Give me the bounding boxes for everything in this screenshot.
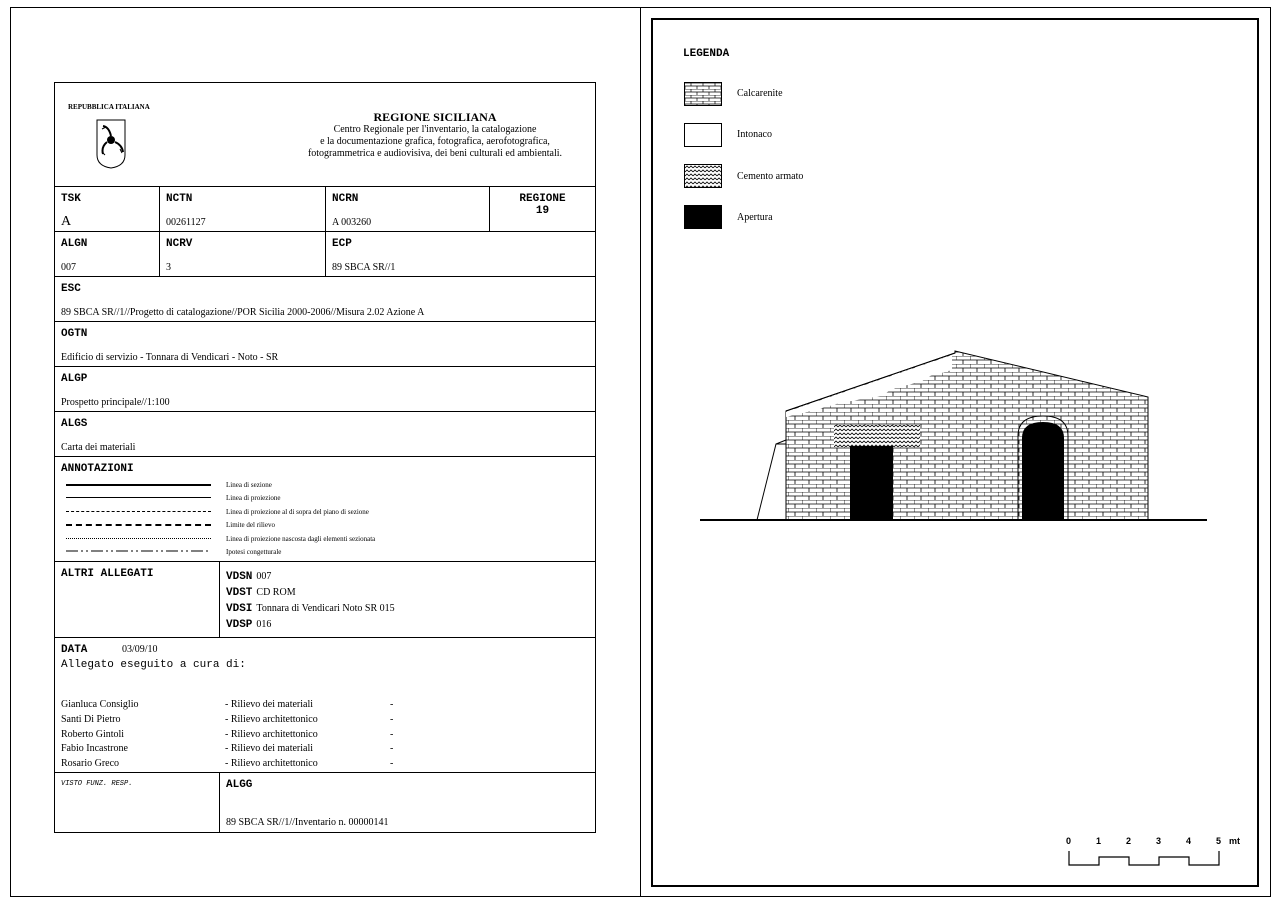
vdsp-label: VDSP (226, 619, 253, 631)
ncrn-label: NCRN (332, 193, 359, 205)
tsk-label: TSK (61, 193, 81, 205)
person-role: - Rilievo dei materiali (225, 699, 314, 710)
ncrv-value: 3 (166, 262, 171, 273)
scale-tick: 2 (1126, 836, 1132, 846)
person-role: - Rilievo architettonico (225, 713, 318, 725)
vdst-label: VDST (226, 587, 253, 599)
apertura-swatch (684, 205, 722, 229)
vdsi-label: VDSI (226, 603, 253, 615)
elevation-drawing (690, 340, 1220, 540)
algg-label: ALGG (226, 779, 253, 791)
vdsn-value: 007 (256, 571, 272, 582)
ann-item: Limite del rilievo (226, 521, 275, 529)
annotazioni-label: ANNOTAZIONI (61, 463, 134, 475)
line-sample-projection (66, 497, 211, 498)
ann-item: Linea di sezione (226, 481, 272, 489)
person-dash: - (390, 699, 394, 710)
allegati-label: ALTRI ALLEGATI (61, 568, 154, 580)
person-role: - Rilievo dei materiali (225, 743, 314, 755)
vdst-value: CD ROM (256, 587, 296, 598)
ncrn-value: A 003260 (332, 217, 372, 228)
data-subtitle: Allegato eseguito a cura di: (61, 659, 246, 671)
ncrv-label: NCRV (166, 238, 193, 250)
center-line-1: Centro Regionale per l'inventario, la catalogazione (333, 124, 537, 135)
algs-value: Carta dei materiali (61, 442, 136, 453)
line-sample-hidden (66, 538, 211, 539)
region-title: REGIONE SICILIANA (373, 110, 497, 124)
regione-label: REGIONE (519, 193, 566, 205)
algg-value: 89 SBCA SR//1//Inventario n. 00000141 (226, 817, 389, 828)
nctn-value: 00261127 (166, 217, 206, 228)
row-tsk (55, 187, 595, 232)
row-ogtn (55, 322, 595, 367)
ecp-value: 89 SBCA SR//1 (332, 262, 396, 273)
scale-tick: 4 (1186, 836, 1192, 846)
scale-tick: 1 (1096, 836, 1102, 846)
visto-label: VISTO FUNZ. RESP. (61, 780, 133, 788)
regione-value: 19 (535, 205, 550, 217)
person-role: - Rilievo architettonico (225, 728, 318, 740)
person-dash: - (390, 728, 394, 740)
ann-item: Linea di proiezione (226, 494, 281, 502)
ecp-label: ECP (332, 238, 352, 250)
data-value: 03/09/10 (122, 644, 158, 655)
ogtn-label: OGTN (61, 328, 88, 340)
algn-value: 007 (61, 262, 76, 273)
person-role: - Rilievo architettonico (225, 758, 318, 770)
row-algp (55, 367, 595, 412)
person-name: Rosario Greco (61, 758, 120, 770)
tsk-value: A (61, 214, 72, 229)
row-esc (55, 277, 595, 322)
esc-label: ESC (61, 283, 81, 295)
row-footer (55, 773, 595, 832)
region-emblem-icon (96, 119, 126, 174)
intonaco-swatch (684, 123, 722, 147)
vdsn-label: VDSN (226, 571, 253, 583)
person-dash: - (390, 758, 394, 770)
page-divider (640, 7, 641, 897)
algp-label: ALGP (61, 373, 88, 385)
row-allegati (55, 562, 595, 638)
legend-intonaco: Intonaco (737, 129, 772, 140)
person-dash: - (390, 743, 394, 755)
legend-cemento: Cemento armato (737, 171, 804, 182)
person-dash: - (390, 713, 394, 725)
line-sample-above (66, 511, 211, 512)
line-sample-hypothesis (66, 549, 211, 553)
scale-tick: 3 (1156, 836, 1162, 846)
scale-tick: 5 (1216, 836, 1222, 846)
algs-label: ALGS (61, 418, 88, 430)
catalog-card (54, 82, 596, 833)
row-algs (55, 412, 595, 457)
person-name: Santi Di Pietro (61, 713, 121, 725)
card-header (55, 83, 595, 187)
republic-label: REPUBBLICA ITALIANA (68, 103, 150, 111)
scale-bar (1066, 849, 1226, 869)
row-annotazioni (55, 457, 595, 562)
person-name: Fabio Incastrone (61, 743, 128, 755)
scale-unit: mt (1229, 836, 1240, 846)
algp-value: Prospetto principale//1:100 (61, 397, 170, 408)
calcarenite-swatch (684, 82, 722, 106)
ogtn-value: Edificio di servizio - Tonnara di Vendicari - Noto - SR (61, 352, 279, 363)
row-algn (55, 232, 595, 277)
cemento-swatch (684, 164, 722, 188)
legend-calcarenite: Calcarenite (737, 88, 783, 99)
ann-item: Linea di proiezione nascosta dagli elementi sezionata (226, 535, 376, 543)
nctn-label: NCTN (166, 193, 193, 205)
person-name: Gianluca Consiglio (61, 699, 139, 710)
vdsi-value: Tonnara di Vendicari Noto SR 015 (256, 603, 395, 614)
legend-apertura: Apertura (737, 212, 773, 223)
center-line-2: e la documentazione grafica, fotografica, aerofotografica, (320, 136, 550, 147)
legend-title: LEGENDA (683, 48, 730, 60)
line-sample-section (66, 484, 211, 486)
esc-value: 89 SBCA SR//1//Progetto di catalogazione//POR Sicilia 2000-2006//Misura 2.02 Azione A (61, 307, 425, 318)
scale-tick: 0 (1066, 836, 1072, 846)
ann-item: Ipotesi congetturale (226, 548, 282, 556)
person-name: Roberto Gintoli (61, 728, 125, 740)
data-label: DATA (61, 644, 88, 656)
row-data (55, 638, 595, 773)
vdsp-value: 016 (256, 619, 272, 630)
center-line-3: fotogrammetrica e audiovisiva, dei beni culturali ed ambientali. (307, 148, 563, 159)
ann-item: Linea di proiezione al di sopra del piano di sezione (226, 508, 369, 516)
line-sample-limit (66, 524, 211, 526)
algn-label: ALGN (61, 238, 88, 250)
